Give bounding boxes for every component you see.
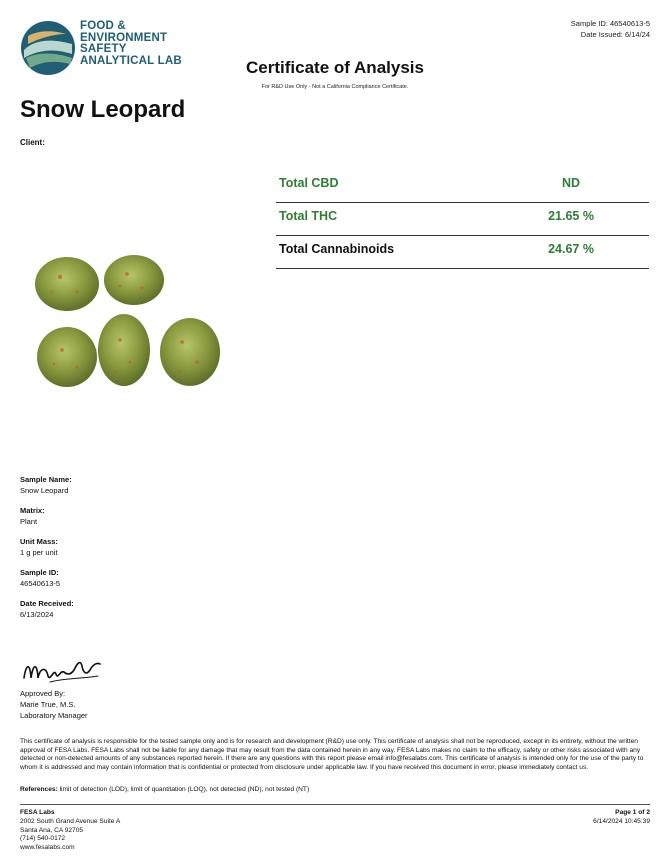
field-date-received (20, 599, 74, 620)
field-label: Sample Name: (20, 475, 72, 484)
field-label: Sample ID: (20, 568, 59, 577)
footer-company: FESA Labs (20, 809, 55, 816)
product-photo (22, 222, 247, 402)
header-meta (571, 18, 650, 40)
field-unit-mass (20, 537, 74, 558)
summary-value: 24.67 % (548, 242, 594, 256)
field-value: Snow Leopard (20, 486, 69, 495)
approval-block (20, 688, 88, 721)
field-label: Matrix: (20, 506, 45, 515)
field-matrix (20, 506, 74, 527)
sample-details (20, 475, 74, 630)
field-value: 1 g per unit (20, 548, 58, 557)
footer-address (20, 809, 120, 853)
page-number: Page 1 of 2 (615, 809, 650, 816)
page-subtitle: For R&D Use Only - Not a California Compliance Certificate. (261, 84, 409, 90)
footer-meta (593, 809, 650, 827)
footer-timestamp: 6/14/2024 10:45:39 (593, 817, 650, 825)
field-label: Date Received: (20, 599, 74, 608)
references (20, 786, 650, 793)
footer-address-line: Santa Ana, CA 92705 (20, 826, 84, 834)
approver-name: Marie True, M.S. (20, 700, 76, 709)
signature (20, 652, 110, 688)
field-sample-id (20, 568, 74, 589)
summary-label: Total Cannabinoids (279, 242, 395, 256)
logo-line: ANALYTICAL LAB (80, 54, 182, 67)
field-sample-name (20, 475, 74, 496)
cannabinoid-summary (276, 170, 649, 269)
summary-value: 21.65 % (548, 209, 594, 223)
date-issued-line: Date Issued: 6/14/24 (580, 30, 650, 39)
summary-label: Total CBD (279, 176, 339, 190)
summary-value: ND (561, 176, 581, 190)
field-value: 46540613-5 (20, 579, 61, 588)
sample-id-line: Sample ID: 46540613-5 (570, 19, 650, 28)
product-name: Snow Leopard (20, 96, 186, 123)
logo-line: SAFETY (80, 43, 127, 55)
footer-address-line: 2002 South Grand Avenue Suite A (20, 817, 121, 825)
summary-row-cbd (276, 170, 649, 203)
logo-line: FOOD & (80, 20, 126, 32)
approved-by-label: Approved By: (20, 689, 66, 698)
summary-label: Total THC (279, 209, 338, 223)
footer-website[interactable]: www.fesalabs.com (20, 844, 75, 852)
logo-line: ENVIRONMENT (80, 31, 168, 44)
bud-cluster (35, 255, 220, 387)
page-title: Certificate of Analysis (246, 58, 424, 77)
summary-row-thc (276, 203, 649, 236)
field-label: Unit Mass: (20, 537, 58, 546)
client-label: Client: (20, 138, 45, 147)
disclaimer-text: This certificate of analysis is responsible for the tested sample only and is for research and development (R&D) use only. This certificate of analysis shall not be reproduced, except in its entirety, without the written approval of FESA Labs. FESA Labs shall not be liable for any damage that may result from the data contained herein in any way. FESA Labs makes no claim to the efficacy, safety or other risks associated with any detected or non-detected amounts of any substances reported herein. If there are any questions with this report please email info@fesalabs.com. This certificate of analysis is intended only for the use of the party to whom it is addressed and may contain information that is confidential or protected from disclosure under applicable law. If you have received this document in error, please immediately contact us. (20, 738, 644, 771)
approver-role: Laboratory Manager (20, 711, 88, 720)
references-text: limit of detection (LOD), limit of quantitation (LOQ), not detected (ND), not tested (NT) (59, 786, 310, 793)
field-value: Plant (20, 517, 38, 526)
field-value: 6/13/2024 (20, 610, 54, 619)
footer-divider (20, 804, 650, 805)
footer-phone: (714) 540-0172 (20, 835, 66, 843)
summary-row-total-cannabinoids (276, 236, 649, 269)
references-label: References: (20, 786, 58, 793)
